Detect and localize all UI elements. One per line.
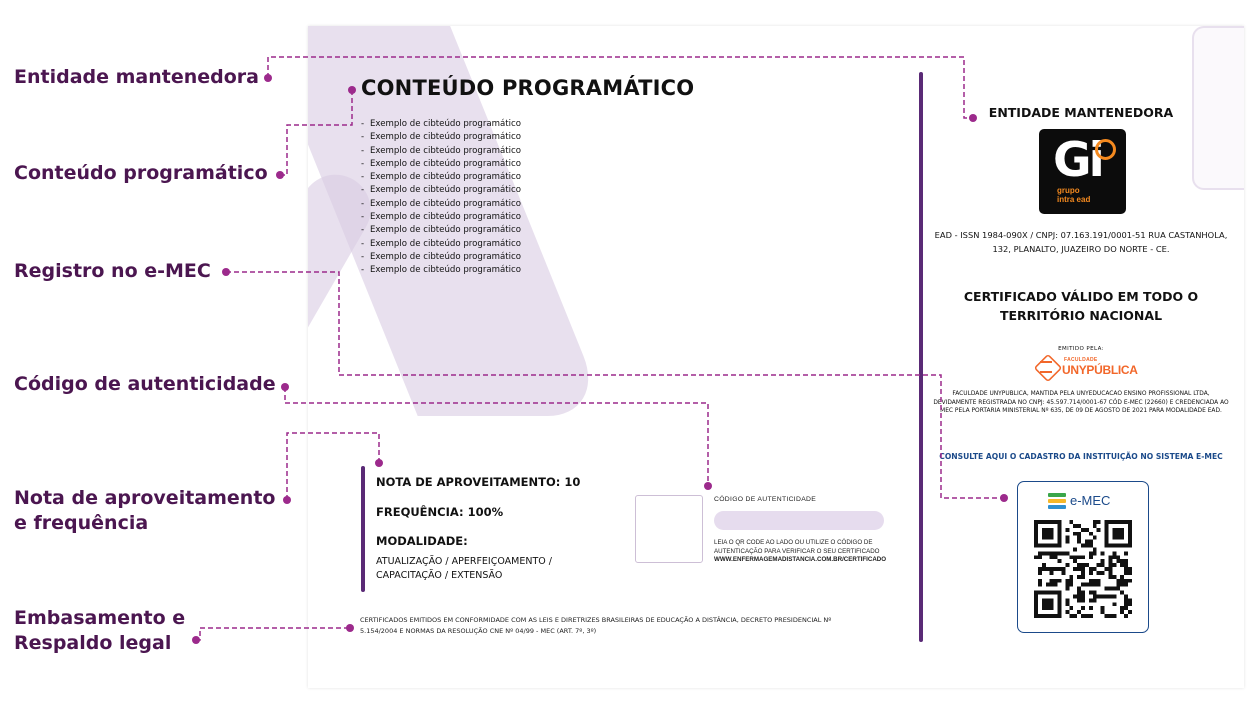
content-item: - Exemplo de cibteúdo programático bbox=[361, 158, 521, 171]
auth-code-field bbox=[714, 511, 884, 530]
emec-stack-icon bbox=[1048, 493, 1066, 510]
label-entidade-mantenedora: Entidade mantenedora bbox=[14, 66, 259, 88]
content-list bbox=[361, 118, 521, 278]
emec-box[interactable] bbox=[1017, 481, 1149, 633]
faculdade-text: FACULDADE UNYPUBLICA, MANTIDA PELA UNYEDUCACAO ENSINO PROFISSIONAL LTDA, DEVIDAMENTE REGISTRADA NO CNPJ: 45.597.714/0001-67 CÓD E-MEC (22660) E CREDENCIADA AO MEC PELA PORTARIA MINISTERIAL Nº 635, DE 09 DE AGOSTO DE 2021 PARA MODALIDADE EAD. bbox=[933, 391, 1229, 415]
content-item: - Exemplo de cibteúdo programático bbox=[361, 238, 521, 251]
auth-title: CÓDIGO DE AUTENTICIDADE bbox=[714, 496, 817, 503]
label-nota-frequencia: Nota de aproveitamento e frequência bbox=[14, 487, 276, 534]
content-item: - Exemplo de cibteúdo programático bbox=[361, 211, 521, 224]
content-item: - Exemplo de cibteúdo programático bbox=[361, 198, 521, 211]
label-codigo-autenticidade: Código de autenticidade bbox=[14, 373, 276, 395]
emec-qr-code-icon[interactable] bbox=[1034, 520, 1132, 618]
certificate-valid-text: CERTIFICADO VÁLIDO EM TODO O TERRITÓRIO NACIONAL bbox=[963, 289, 1199, 323]
issued-by-label: EMITIDO PELA: bbox=[1058, 346, 1104, 352]
content-item: - Exemplo de cibteúdo programático bbox=[361, 118, 521, 131]
content-item: - Exemplo de cibteúdo programático bbox=[361, 171, 521, 184]
content-item: - Exemplo de cibteúdo programático bbox=[361, 264, 521, 277]
graduation-cap-icon bbox=[1040, 361, 1052, 373]
certificate bbox=[308, 26, 1244, 688]
content-item: - Exemplo de cibteúdo programático bbox=[361, 224, 521, 237]
certificate-title: CONTEÚDO PROGRAMÁTICO bbox=[361, 76, 695, 100]
logo-dot-icon bbox=[1095, 139, 1116, 160]
entidade-title: ENTIDADE MANTENEDORA bbox=[988, 105, 1174, 120]
emec-consult-text: CONSULTE AQUI O CADASTRO DA INSTITUIÇÃO NO SISTEMA E-MEC bbox=[939, 452, 1223, 461]
content-item: - Exemplo de cibteúdo programático bbox=[361, 251, 521, 264]
unypublica-logo: FACULDADE UNYPÚBLICA bbox=[1035, 355, 1131, 379]
entidade-info: EAD - ISSN 1984-090X / CNPJ: 07.163.191/0001-51 RUA CASTANHOLA, 132, PLANALTO, JUAZEIRO DO NORTE - CE. bbox=[934, 230, 1228, 254]
grade-modalidade-label: MODALIDADE: bbox=[376, 534, 468, 548]
auth-url[interactable]: WWW.ENFERMAGEMADISTANCIA.COM.BR/CERTIFICADO bbox=[714, 556, 887, 564]
label-registro-emec: Registro no e-MEC bbox=[14, 260, 211, 282]
content-item: - Exemplo de cibteúdo programático bbox=[361, 145, 521, 158]
label-embasamento-legal: Embasamento e Respaldo legal bbox=[14, 607, 186, 654]
auth-instructions: LEIA O QR CODE AO LADO OU UTILIZE O CÓDIGO DE AUTENTICAÇÃO PARA VERIFICAR O SEU CERTIFICADO bbox=[714, 539, 880, 555]
grade-nota: NOTA DE APROVEITAMENTO: 10 bbox=[376, 475, 581, 489]
auth-text bbox=[714, 539, 894, 565]
grupo-intra-logo: Gi grupo intra ead bbox=[1039, 129, 1126, 214]
content-item: - Exemplo de cibteúdo programático bbox=[361, 131, 521, 144]
grade-accent-bar bbox=[361, 466, 365, 592]
legal-text: CERTIFICADOS EMITIDOS EM CONFORMIDADE COM AS LEIS E DIRETRIZES BRASILEIRAS DE EDUCAÇÃO A DISTÂNCIA, DECRETO PRESIDENCIAL Nº 5.154/2004 E NORMAS DA RESOLUÇÃO CNE Nº 04/99 - MEC (ART. 7º, 3º) bbox=[360, 616, 832, 635]
auth-qr-placeholder bbox=[635, 495, 703, 563]
divider bbox=[919, 72, 923, 642]
emec-logo: e-MEC bbox=[1048, 490, 1128, 514]
grade-modalidade-value: ATUALIZAÇÃO / APERFEIÇOAMENTO / CAPACITAÇÃO / EXTENSÃO bbox=[376, 556, 552, 581]
grade-frequencia: FREQUÊNCIA: 100% bbox=[376, 505, 504, 519]
label-conteudo-programatico: Conteúdo programático bbox=[14, 162, 268, 184]
content-item: - Exemplo de cibteúdo programático bbox=[361, 184, 521, 197]
